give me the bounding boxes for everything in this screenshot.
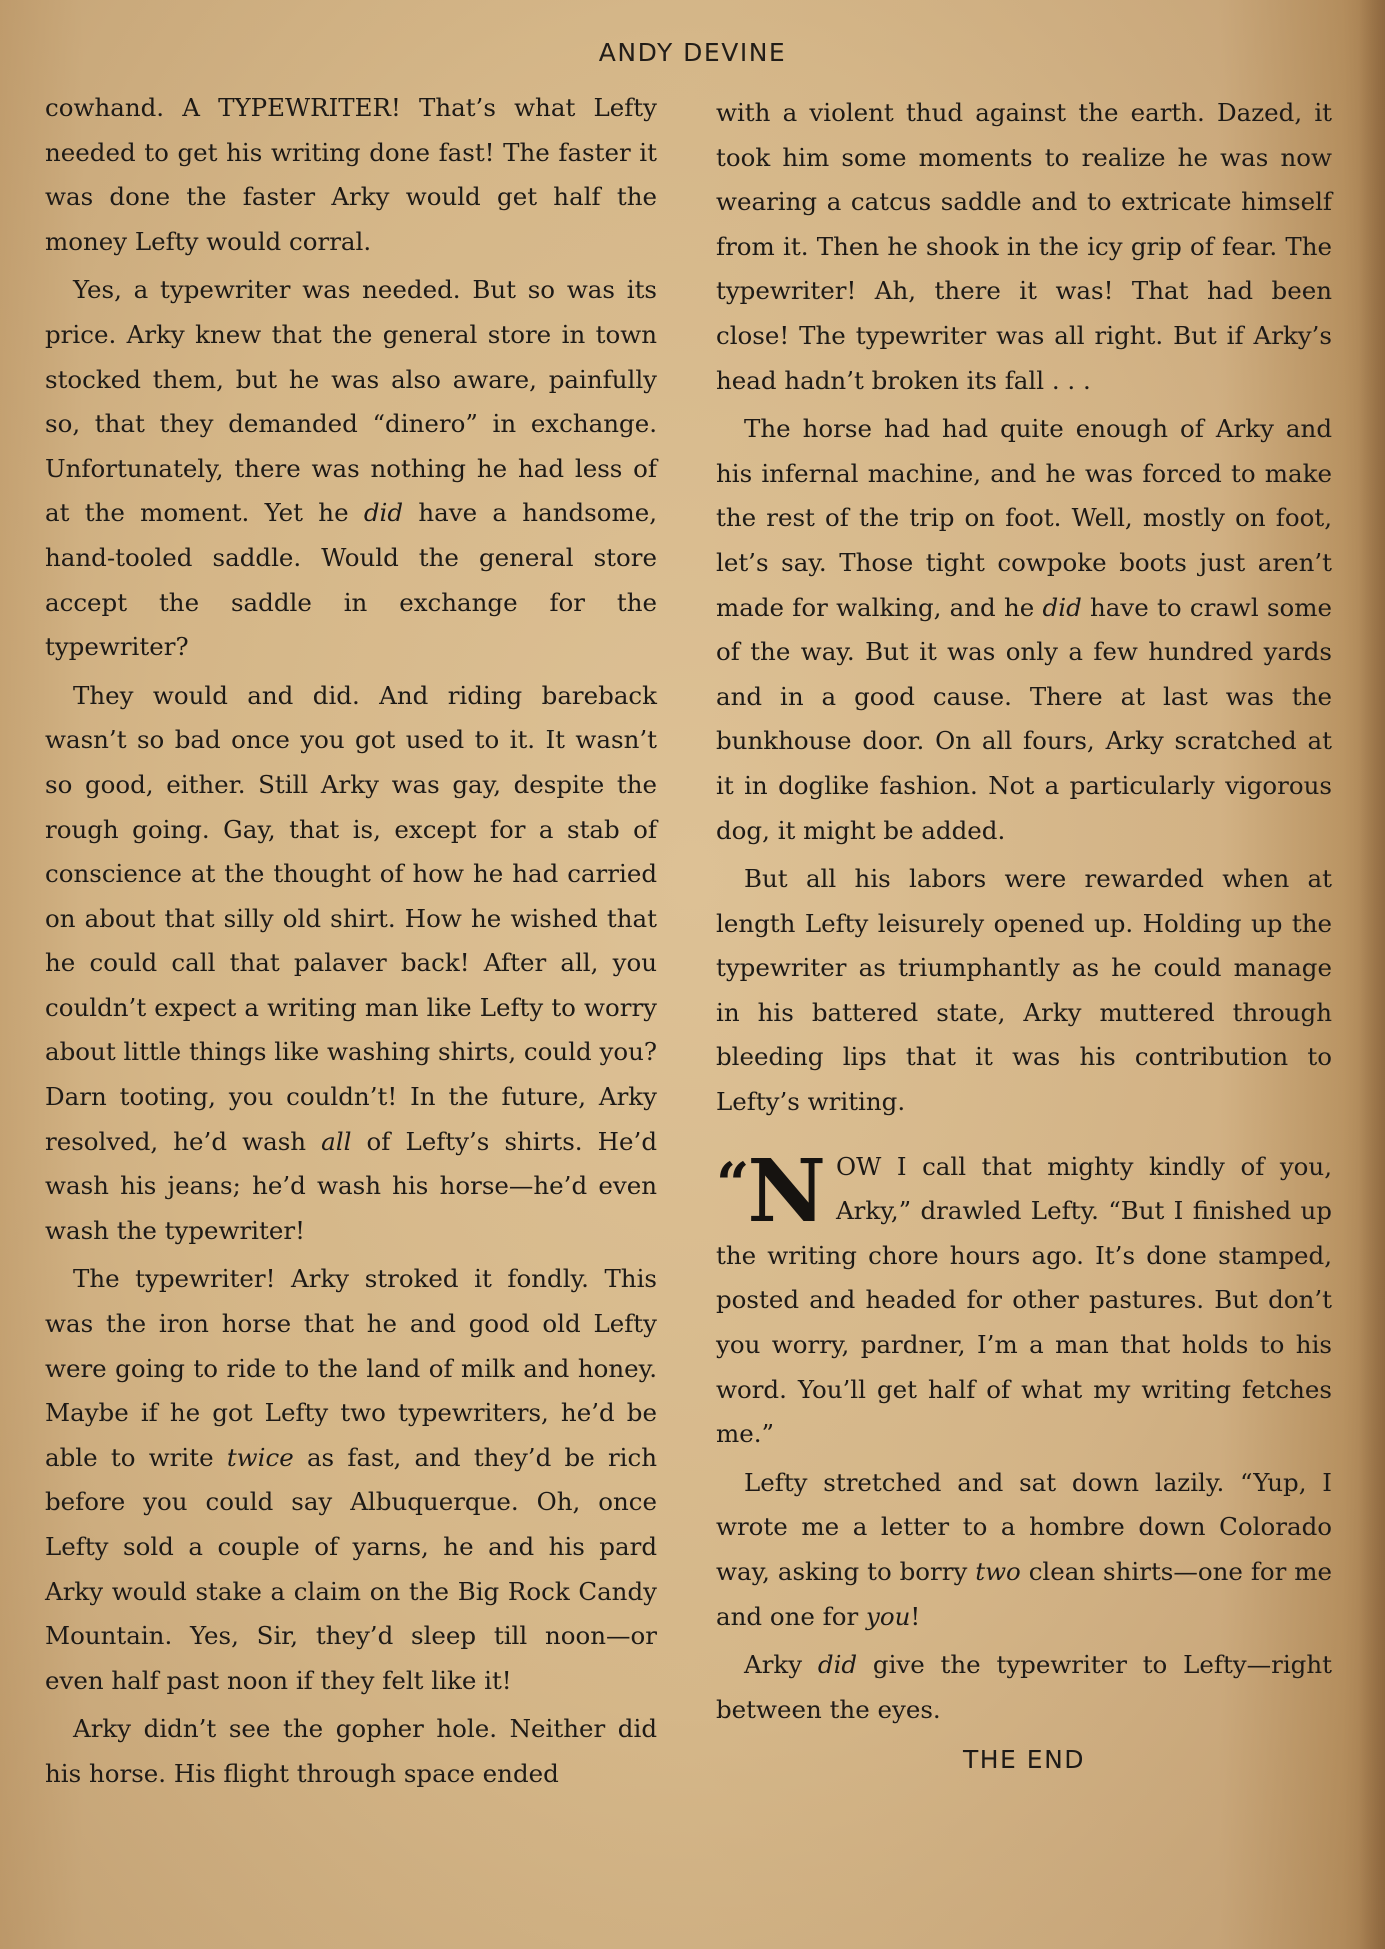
right-paragraph-4: “N OW I call that mighty kindly of you, Arky,” drawled Lefty. “But I finished up the writing chore hours ago. It’s done stamped, posted and headed for other pastures. But don’t you worry, pardner, I’m a man that holds to his word. You’ll get half of what my writing fetches me.” — [716, 1140, 1332, 1449]
left-paragraph-3: They would and did. And riding bareback wasn’t so bad once you got used to it. It wasn’t so good, either. Still Arky was gay, despite the rough going. Gay, that is, except for a stab of conscience at the thought of how he had carried on about that silly old shirt. How he wished that he could call that palaver back! After all, you couldn’t expect a writing man like Lefty to worry about little things like washing shirts, could you? Darn tooting, you couldn’t! In the future, Arky resolved, he’d wash all of Lefty’s shirts. He’d wash his jeans; he’d wash his horse—he’d even wash the typewriter! — [45, 680, 657, 1245]
right-paragraph-3: But all his labors were rewarded when at length Lefty leisurely opened up. Holding up the typewriter as triumphantly as he could manage in his battered state, Arky muttered through bleeding lips that it was his contribution to Lefty’s writing. — [716, 864, 1332, 1117]
drop-cap: “N — [716, 1140, 826, 1242]
right-paragraph-6: Arky did give the typewriter to Lefty—right between the eyes. — [716, 1650, 1332, 1724]
right-paragraph-1: with a violent thud against the earth. Dazed, it took him some moments to realize he was now wearing a catcus saddle and to extricate himself from it. Then he shook in the icy grip of fear. The typewriter! Ah, there it was! That had been close! The typewriter was all right. But if Arky’s head hadn’t broken its fall . . . — [716, 98, 1332, 395]
left-paragraph-4: The typewriter! Arky stroked it fondly. This was the iron horse that he and good old Lefty were going to ride to the land of milk and honey. Maybe if he got Lefty two typewriters, he’d be able to write twice as fast, and they’d be rich before you could say Albuquerque. Oh, once Lefty sold a couple of yarns, he and his pard Arky would stake a claim on the Big Rock Candy Mountain. Yes, Sir, they’d sleep till noon—or even half past noon if they felt like it! — [45, 1264, 657, 1695]
left-paragraph-5: Arky didn’t see the gopher hole. Neither did his horse. His flight through space ended — [45, 1714, 657, 1788]
right-paragraph-5: Lefty stretched and sat down lazily. “Yup, I wrote me a letter to a hombre down Colorado way, asking to borry two clean shirts—one for me and one for you! — [716, 1467, 1332, 1631]
running-head: ANDY DEVINE — [598, 38, 787, 67]
left-column — [45, 86, 657, 1801]
right-column — [716, 91, 1332, 1783]
left-paragraph-2: Yes, a typewriter was needed. But so was its price. Arky knew that the general store in town stocked them, but he was also aware, painfully so, that they demanded “dinero” in exchange. Unfortunately, there was nothing he had less of at the moment. Yet he did have a handsome, hand-tooled saddle. Would the general store accept the saddle in exchange for the typewriter? — [45, 275, 657, 662]
right-paragraph-2: The horse had had quite enough of Arky and his infernal machine, and he was forced to make the rest of the trip on foot. Well, mostly on foot, let’s say. Those tight cowpoke boots just aren’t made for walking, and he did have to crawl some of the way. But it was only a few hundred yards and in a good cause. There at last was the bunkhouse door. On all fours, Arky scratched at it in doglike fashion. Not a particularly vigorous dog, it might be added. — [716, 414, 1333, 845]
the-end-label: THE END — [962, 1745, 1086, 1775]
left-paragraph-1: cowhand. A TYPEWRITER! That’s what Lefty needed to get his writing done fast! The faster it was done the faster Arky would get half the money Lefty would corral. — [45, 93, 657, 256]
